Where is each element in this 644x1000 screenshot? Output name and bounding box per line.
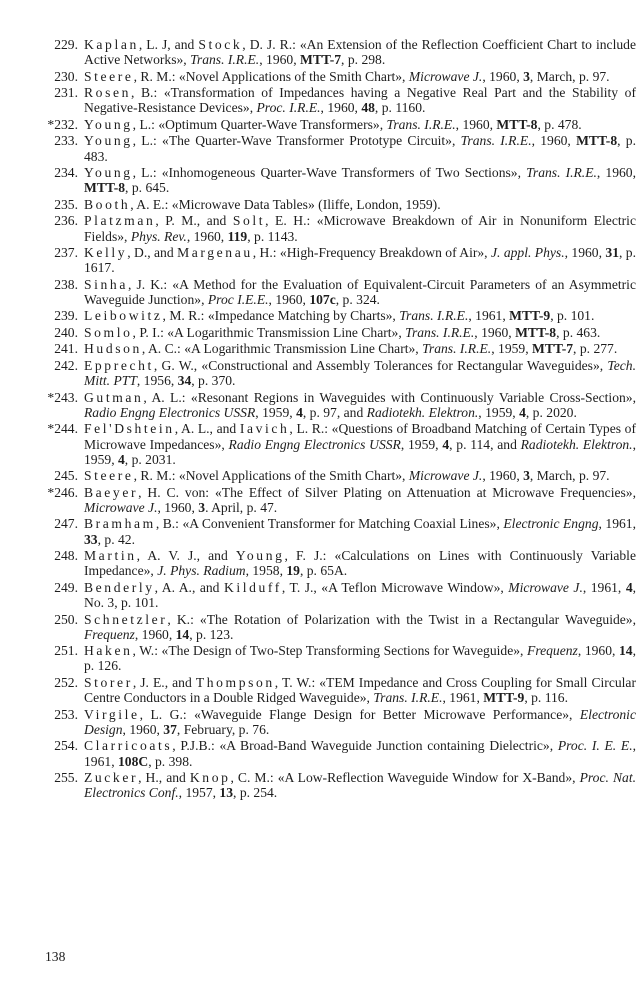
reference-fragment: , A. E.: «Microwave Data Tables» (Iliffe, London, 1959). — [130, 196, 441, 212]
reference-number: 252. — [54, 674, 78, 690]
reference-fragment: , W.: «The Design of Two-Step Transforming Sections for Waveguide», — [132, 643, 528, 659]
volume-number: MTT-9 — [509, 308, 551, 324]
page-number: 138 — [45, 949, 66, 964]
reference-fragment: , F. J.: «Calculations on Lines with Continuously Variable Impedance», — [84, 548, 636, 579]
reference-entry — [22, 580, 636, 610]
author-name: Booth — [84, 196, 131, 212]
reference-number: 239. — [54, 308, 78, 324]
author-name: Storer — [84, 674, 133, 690]
reference-number: 233. — [54, 133, 78, 149]
reference-entry — [22, 341, 636, 356]
journal-title: Phys. Rev. — [130, 228, 187, 244]
reference-fragment: , 1960, — [564, 245, 606, 261]
author-name: Young — [84, 133, 133, 149]
journal-title: Microwave J. — [408, 68, 483, 84]
author-name: Rosen — [84, 85, 131, 101]
reference-fragment: , L. J, and — [138, 37, 199, 52]
reference-number: 230. — [54, 68, 78, 84]
reference-text — [84, 245, 636, 275]
reference-fragment: , 1960, — [134, 626, 176, 642]
reference-fragment: , 1960, — [157, 499, 199, 515]
author-name: Solt — [232, 213, 266, 229]
reference-entry — [22, 675, 636, 705]
reference-list — [22, 37, 636, 800]
reference-text — [84, 643, 636, 673]
journal-title: Trans. I.R.E. — [373, 690, 443, 706]
reference-text — [84, 421, 636, 467]
reference-fragment: , 1960, — [577, 643, 619, 659]
reference-fragment: , L. R.: «Questions of Broadband Matching of Certain Types of Microwave Impedances», — [84, 421, 636, 452]
reference-fragment: , p. 1617. — [84, 245, 636, 276]
reference-fragment: , No. 3, p. 101. — [84, 579, 637, 611]
journal-title: Electronic Engng — [503, 516, 599, 532]
author-name: Clarricoats — [84, 738, 173, 754]
reference-entry — [22, 516, 636, 546]
journal-title: Frequenz — [84, 626, 135, 642]
reference-fragment: , J. K.: «A Method for the Evaluation of Equivalent-Circuit Parameters of an Asymmetric Waveguide Junction», — [84, 276, 636, 307]
journal-title: Tech. Mitt. PTT — [84, 357, 636, 389]
reference-text — [84, 675, 636, 705]
reference-entry — [22, 738, 636, 768]
author-name: Young — [235, 548, 285, 564]
reference-entry — [22, 770, 636, 800]
volume-number: 14 — [619, 643, 633, 659]
author-name: Margenau — [177, 245, 253, 261]
volume-number: 4 — [625, 579, 633, 595]
reference-fragment: , p. 298. — [341, 52, 386, 68]
journal-title: Radio Engng Electronics USSR — [84, 404, 256, 420]
reference-fragment: , R. M.: «Novel Applications of the Smith Chart», — [133, 468, 409, 484]
volume-number: 48 — [361, 100, 375, 116]
reference-text — [84, 325, 636, 340]
reference-fragment: , 1961, — [582, 579, 626, 595]
reference-fragment: , February, p. 76. — [176, 721, 270, 737]
reference-number: 234. — [54, 165, 78, 181]
author-name: Stock — [198, 37, 243, 52]
reference-fragment: , p. 277. — [573, 341, 618, 357]
journal-title: Frequenz — [527, 643, 578, 659]
journal-title: Trans. I.R.E. — [399, 308, 469, 324]
reference-number: 253. — [54, 706, 78, 722]
author-name: Gutman — [84, 389, 144, 405]
reference-fragment: , L.: «The Quarter-Wave Transformer Prototype Circuit», — [132, 133, 461, 149]
reference-fragment: , A. A., and — [154, 579, 224, 595]
reference-fragment: , K.: «The Rotation of Polarization with the Twist in a Rectangular Waveguide», — [167, 611, 636, 627]
volume-number: 3 — [523, 468, 530, 484]
reference-fragment: , J. E., and — [132, 674, 196, 690]
reference-fragment: , A. L.: «Resonant Regions in Waveguides with Continuously Variable Cross-Section», — [143, 389, 636, 405]
reference-fragment: , A. V. J., and — [136, 548, 236, 564]
journal-title: Trans. I.R.E. — [405, 324, 475, 340]
reference-fragment: , p. 370. — [191, 373, 236, 389]
reference-number: 251. — [54, 643, 78, 659]
reference-fragment: , P. M., and — [155, 213, 233, 229]
reference-entry — [22, 325, 636, 340]
reference-fragment: , p. 65A. — [299, 563, 348, 579]
reference-text — [84, 707, 636, 737]
reference-fragment: , 1960, — [455, 116, 497, 132]
reference-text — [84, 69, 636, 84]
reference-fragment: , 1960, — [482, 68, 524, 84]
author-name: Thompson — [195, 674, 275, 690]
reference-fragment: , p. 1143. — [247, 228, 298, 244]
reference-entry — [22, 358, 636, 388]
author-name: Benderly — [84, 579, 155, 595]
reference-text — [84, 133, 636, 163]
volume-number: MTT-7 — [300, 52, 342, 68]
reference-entry — [22, 277, 636, 307]
reference-text — [84, 308, 636, 323]
author-name: Sinha — [84, 276, 128, 292]
reference-fragment: , P.J.B.: «A Broad-Band Waveguide Junction containing Dielectric», — [172, 738, 558, 754]
reference-fragment: , 1960, — [268, 291, 310, 307]
author-name: Zucker — [84, 770, 139, 786]
reference-fragment: , p. 2020. — [525, 404, 577, 420]
author-name: Fel'Dshtein — [84, 421, 175, 437]
volume-number: 4 — [117, 451, 125, 467]
reference-text — [84, 468, 636, 483]
reference-fragment: , 1961, — [468, 308, 510, 324]
reference-fragment: , 1960, — [259, 52, 300, 68]
reference-fragment: , E. H.: «Microwave Breakdown of Air in Nonuniform Electric Fields», — [84, 213, 636, 244]
volume-number: 13 — [219, 785, 234, 801]
reference-fragment: , R. M.: «Novel Applications of the Smith Chart», — [133, 68, 409, 84]
reference-entry — [22, 421, 636, 467]
journal-title: Microwave J. — [408, 468, 483, 484]
author-name: Kaplan — [84, 37, 139, 52]
reference-number: 241. — [54, 341, 78, 357]
reference-text — [84, 390, 636, 420]
journal-title: Radiotekh. Elektron. — [366, 404, 479, 420]
reference-number: 248. — [54, 548, 78, 564]
reference-text — [84, 197, 636, 212]
reference-fragment: , p. 126. — [84, 643, 636, 674]
reference-fragment: , 1960, — [122, 721, 164, 737]
reference-fragment: , G. W., «Constructional and Assembly Tolerances for Rectangular Waveguides», — [153, 357, 608, 373]
reference-text — [84, 358, 636, 388]
author-name: Virgile — [84, 706, 140, 722]
reference-fragment: , p. 42. — [97, 531, 135, 547]
author-name: Kilduff — [223, 579, 282, 595]
journal-title: Electronic Design — [84, 706, 636, 737]
author-name: Young — [84, 165, 133, 181]
reference-number: 247. — [54, 516, 78, 532]
volume-number: MTT-8 — [576, 133, 618, 149]
author-name: Baeyer — [84, 484, 139, 500]
journal-title: Trans. I.R.E. — [526, 165, 597, 181]
journal-title: Trans. I.R.E. — [460, 133, 532, 149]
volume-number: 31 — [605, 245, 619, 261]
reference-fragment: , A. C.: «A Logarithmic Transmission Line Chart», — [141, 341, 423, 357]
volume-number: 33 — [84, 531, 98, 547]
reference-number: 249. — [54, 579, 78, 595]
volume-number: MTT-8 — [84, 180, 126, 196]
reference-number: 237. — [54, 245, 78, 261]
author-name: Schnetzler — [84, 611, 168, 627]
author-name: Steere — [84, 68, 134, 84]
author-name: Haken — [84, 643, 133, 659]
reference-entry — [22, 197, 636, 212]
reference-text — [84, 738, 636, 768]
reference-fragment: , 1959, — [84, 436, 636, 467]
reference-entry — [22, 643, 636, 673]
reference-fragment: , D., and — [127, 245, 178, 261]
reference-fragment: , P. I.: «A Logarithmic Transmission Line Chart», — [132, 324, 406, 340]
reference-fragment: , 1961, — [84, 738, 636, 769]
reference-fragment: , March, p. 97. — [529, 468, 610, 484]
reference-entry — [22, 390, 636, 420]
reference-entry — [22, 548, 636, 578]
volume-number: 4 — [519, 404, 526, 420]
volume-number: 14 — [175, 626, 190, 642]
volume-number: 108C — [117, 753, 149, 769]
reference-entry — [22, 85, 636, 115]
reference-fragment: , B.: «A Convenient Transformer for Matching Coaxial Lines», — [155, 516, 504, 532]
reference-fragment: , p. 483. — [84, 133, 636, 164]
reference-text — [84, 580, 636, 610]
reference-fragment: , p. 123. — [189, 626, 234, 642]
reference-fragment: , 1961, — [442, 690, 484, 706]
author-name: Platzman — [84, 213, 156, 229]
reference-entry — [22, 213, 636, 243]
reference-fragment: , A. L., and — [174, 421, 240, 437]
author-name: Young — [84, 116, 133, 132]
reference-number: 235. — [54, 196, 78, 212]
author-name: Epprecht — [84, 357, 154, 373]
reference-text — [84, 548, 636, 578]
author-name: Bramham — [84, 516, 156, 532]
reference-fragment: , 1959, — [400, 436, 443, 452]
reference-fragment: , p. 324. — [335, 291, 380, 307]
author-name: Steere — [84, 468, 134, 484]
reference-number: *243. — [47, 389, 78, 405]
journal-title: Trans. I.R.E. — [386, 116, 456, 132]
reference-number: 238. — [54, 276, 78, 292]
volume-number: 37 — [163, 721, 177, 737]
reference-fragment: , p. 2031. — [124, 451, 176, 467]
reference-text — [84, 37, 636, 67]
reference-text — [84, 485, 636, 515]
reference-fragment: , L.: «Optimum Quarter-Wave Transformers», — [132, 116, 387, 132]
author-name: Leibowitz — [84, 308, 163, 324]
journal-title: Microwave J. — [84, 499, 158, 515]
reference-fragment: , T. J., «A Teflon Microwave Window», — [281, 579, 509, 595]
author-name: Somlo — [84, 324, 133, 340]
journal-title: Radiotekh. Elektron. — [520, 436, 633, 452]
reference-text — [84, 612, 636, 642]
volume-number: 107c — [309, 291, 336, 307]
reference-fragment: , 1956, — [136, 373, 178, 389]
reference-fragment: , p. 478. — [537, 116, 582, 132]
reference-number: 242. — [54, 357, 78, 373]
reference-entry — [22, 485, 636, 515]
reference-fragment: , 1960, — [482, 468, 524, 484]
reference-fragment: , p. 97, and — [302, 404, 367, 420]
reference-number: 255. — [54, 770, 78, 786]
reference-number: 236. — [54, 213, 78, 229]
reference-text — [84, 165, 636, 195]
reference-number: *232. — [47, 116, 78, 132]
reference-text — [84, 341, 636, 356]
reference-entry — [22, 165, 636, 195]
reference-number: *246. — [47, 484, 78, 500]
volume-number: MTT-8 — [515, 324, 557, 340]
reference-fragment: , T. W.: «TEM Impedance and Cross Coupling for Small Circular Centre Conductors in a Double Ridged Waveguide», — [84, 674, 636, 706]
reference-text — [84, 770, 636, 800]
reference-fragment: , p. 254. — [233, 785, 278, 801]
reference-fragment: , 1958, — [245, 563, 287, 579]
reference-entry — [22, 245, 636, 275]
reference-number: 229. — [54, 37, 78, 52]
journal-title: Radio Engng Electronics USSR — [228, 436, 401, 452]
author-name: Knop — [189, 770, 231, 786]
volume-number: 19 — [286, 563, 300, 579]
journal-title: J. appl. Phys. — [490, 245, 565, 261]
reference-fragment: , 1957, — [178, 785, 220, 801]
reference-entry — [22, 117, 636, 132]
journal-title: Proc. Nat. Electronics Conf. — [84, 770, 636, 801]
reference-fragment: , L. G.: «Waveguide Flange Design for Better Microwave Performance», — [139, 706, 580, 722]
reference-entry — [22, 69, 636, 84]
volume-number: 4 — [296, 404, 303, 420]
reference-entry — [22, 707, 636, 737]
reference-text — [84, 117, 636, 132]
reference-text — [84, 85, 636, 115]
reference-fragment: , H. C. von: «The Effect of Silver Plating on Attenuation at Microwave Frequencies», — [138, 484, 636, 500]
reference-entry — [22, 468, 636, 483]
reference-fragment: , 1960, — [320, 100, 362, 116]
reference-number: 254. — [54, 738, 78, 754]
reference-fragment: , 1960, — [186, 228, 228, 244]
reference-entry — [22, 133, 636, 163]
author-name: Kelly — [84, 245, 128, 261]
reference-fragment: , L.: «Inhomogeneous Quarter-Wave Transformers of Two Sections», — [132, 165, 527, 181]
volume-number: MTT-7 — [532, 341, 574, 357]
journal-title: J. Phys. Radium — [157, 563, 246, 579]
author-name: Iavich — [239, 421, 290, 437]
reference-fragment: , p. 645. — [125, 180, 170, 196]
volume-number: MTT-9 — [483, 690, 525, 706]
journal-title: Trans. I.R.E. — [422, 341, 492, 357]
reference-fragment: , p. 114, and — [449, 436, 521, 452]
reference-fragment: , C. M.: «A Low-Reflection Waveguide Window for X-Band», — [230, 770, 580, 786]
reference-fragment: , M. R.: «Impedance Matching by Charts», — [162, 308, 400, 324]
journal-title: Microwave J. — [508, 579, 583, 595]
reference-fragment: , 1959, — [255, 404, 297, 420]
reference-number: *244. — [47, 421, 78, 437]
reference-number: 250. — [54, 611, 78, 627]
reference-fragment: , H.: «High-Frequency Breakdown of Air», — [252, 245, 491, 261]
volume-number: MTT-8 — [496, 116, 538, 132]
journal-title: Proc I.E.E. — [207, 291, 269, 307]
volume-number: 3 — [523, 68, 530, 84]
reference-fragment: , p. 398. — [148, 753, 193, 769]
volume-number: 4 — [442, 436, 450, 452]
reference-text — [84, 213, 636, 243]
reference-fragment: , p. 1160. — [374, 100, 426, 116]
volume-number: 119 — [227, 228, 248, 244]
reference-fragment: , 1960, — [531, 133, 577, 149]
reference-fragment: , 1959, — [491, 341, 532, 357]
reference-fragment: , p. 463. — [556, 324, 601, 340]
reference-entry — [22, 612, 636, 642]
reference-fragment: , B.: «Transformation of Impedances having a Negative Real Part and the Stability of Negative-Resistance Devices», — [84, 85, 636, 116]
reference-number: 240. — [54, 324, 78, 340]
reference-entry — [22, 308, 636, 323]
reference-fragment: , 1959, — [478, 404, 520, 420]
reference-fragment: , D. J. R.: «An Extension of the Reflection Coefficient Chart to include Active Networks», — [84, 37, 636, 68]
reference-fragment: , p. 101. — [550, 308, 595, 324]
reference-fragment: , 1961, — [598, 516, 636, 532]
journal-title: Proc. I.R.E. — [256, 100, 321, 116]
reference-fragment: , 1960, — [474, 324, 516, 340]
reference-fragment: , p. 116. — [524, 690, 568, 706]
volume-number: 3 — [198, 499, 206, 515]
reference-number: 231. — [54, 85, 78, 101]
reference-fragment: , March, p. 97. — [529, 68, 610, 84]
journal-title: Proc. I. E. E. — [557, 738, 633, 754]
reference-text — [84, 516, 636, 546]
reference-fragment: . April, p. 47. — [205, 499, 278, 515]
reference-number: 245. — [54, 468, 78, 484]
author-name: Martin — [84, 548, 137, 564]
author-name: Hudson — [84, 341, 142, 357]
reference-text — [84, 277, 636, 307]
volume-number: 34 — [177, 373, 192, 389]
reference-fragment: , 1960, — [596, 165, 636, 181]
reference-fragment: , H., and — [138, 770, 190, 786]
journal-title: Trans. I.R.E. — [190, 52, 260, 68]
reference-entry — [22, 37, 636, 67]
